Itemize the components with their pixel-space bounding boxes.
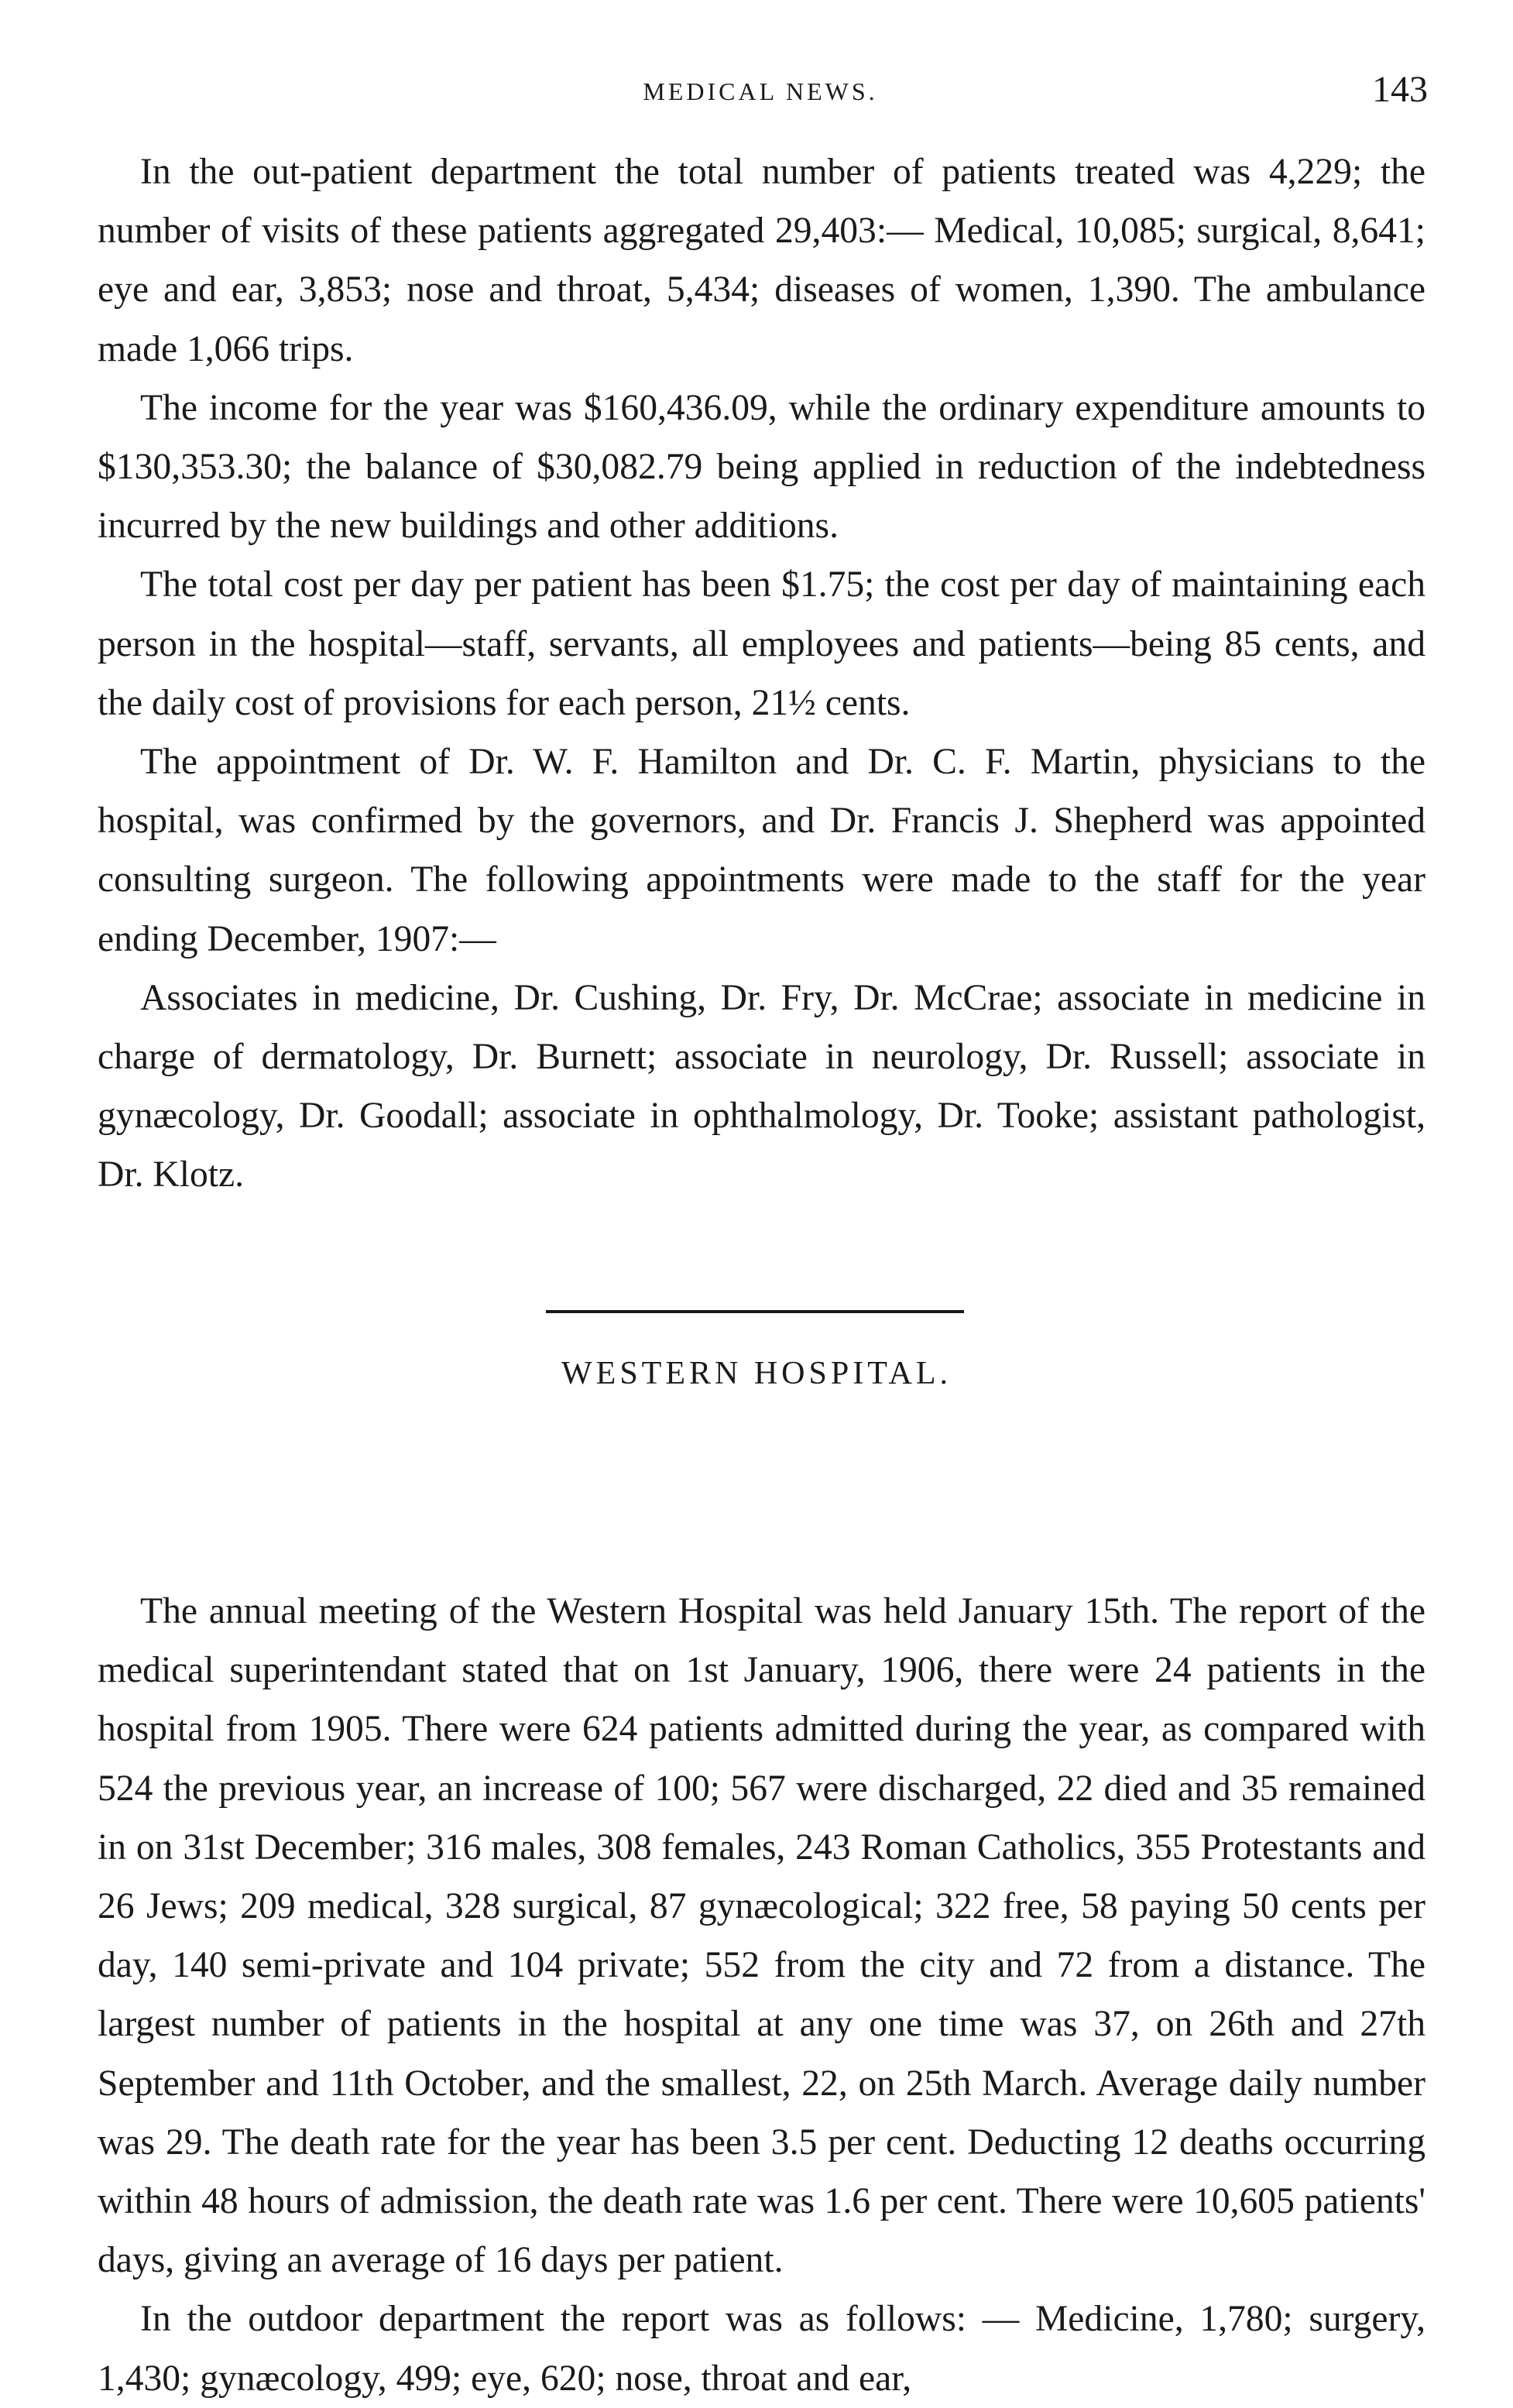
finance-paragraph: The income for the year was $160,436.09, while the ordinary expenditure amounts to $130,353.30; the balance of $30,082.79 being applied in reduction of the indebtedness incurred by the new buildings and other additions. bbox=[98, 387, 1426, 547]
section-heading: WESTERN HOSPITAL. bbox=[561, 1356, 952, 1391]
running-head bbox=[93, 68, 1428, 115]
cost-paragraph: The total cost per day per patient has been $1.75; the cost per day of maintaining each person in the hospital—staff, servants, all employees and patients—being 85 cents, and the daily cost of provisions for each person, 21½ cents. bbox=[98, 564, 1426, 723]
running-title: MEDICAL NEWS. bbox=[643, 77, 878, 105]
montreal-general-report bbox=[98, 142, 1426, 1205]
appointments-paragraph: The appointment of Dr. W. F. Hamilton and Dr. C. F. Martin, physicians to the hospital, was confirmed by the governors, and Dr. Francis J. Shepherd was appointed consulting surgeon. The following appointments were made to the staff for the year ending December, 1907:— bbox=[98, 742, 1426, 959]
section-divider bbox=[546, 1310, 964, 1313]
western-hospital-report bbox=[98, 1582, 1426, 2408]
associates-paragraph: Associates in medicine, Dr. Cushing, Dr. Fry, Dr. McCrae; associate in medicine in charge of dermatology, Dr. Burnett; associate in neurology, Dr. Russell; associate in gynæcology, Dr. Goodall; associate in ophthalmology, Dr. Tooke; assistant pathologist, Dr. Klotz. bbox=[98, 977, 1426, 1195]
annual-meeting-paragraph: The annual meeting of the Western Hospital was held January 15th. The report of the medical superintendant stated that on 1st January, 1906, there were 24 patients in the hospital from 1905. There were 624 patients admitted during the year, as compared with 524 the previous year, an increase of 100; 567 were discharged, 22 died and 35 remained in on 31st December; 316 males, 308 females, 243 Roman Catholics, 355 Protestants and 26 Jews; 209 medical, 328 surgical, 87 gynæcological; 322 free, 58 paying 50 cents per day, 140 semi-private and 104 private; 552 from the city and 72 from a distance. The largest number of patients in the hospital at any one time was 37, on 26th and 27th September and 11th October, and the smallest, 22, on 25th March. Average daily number was 29. The death rate for the year has been 3.5 per cent. Deducting 12 deaths occurring within 48 hours of admission, the death rate was 1.6 per cent. There were 10,605 patients' days, giving an average of 16 days per patient. bbox=[98, 1591, 1426, 2281]
outdoor-department-paragraph: In the outdoor department the report was as follows: — Medicine, 1,780; surgery, 1,430; gynæcology, 499; eye, 620; nose, throat and ear, bbox=[98, 2299, 1426, 2399]
page-number: 143 bbox=[1372, 69, 1428, 110]
outpatient-paragraph: In the out-patient department the total number of patients treated was 4,229; the number of visits of these patients aggregated 29,403:— Medical, 10,085; surgical, 8,641; eye and ear, 3,853; nose and throat, 5,434; diseases of women, 1,390. The ambulance made 1,066 trips. bbox=[98, 152, 1426, 369]
